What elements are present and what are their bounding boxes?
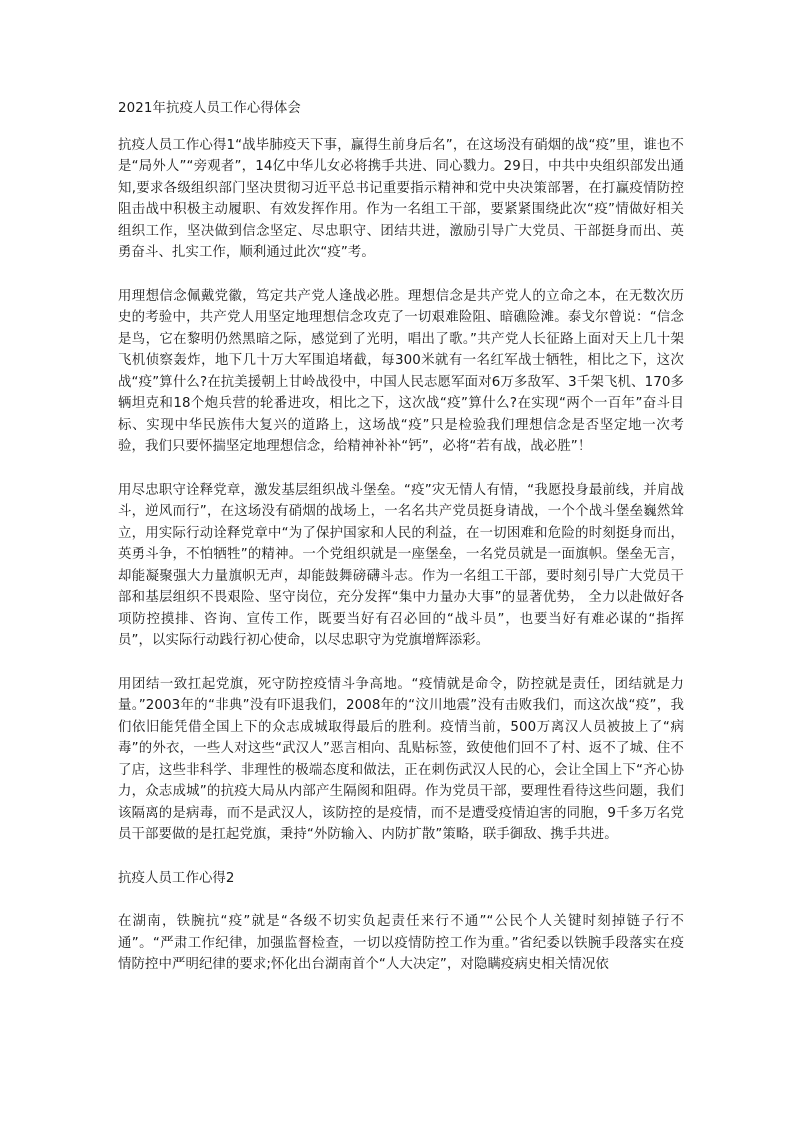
section-2-paragraph: 在湖南，铁腕抗“疫”就是“各级不切实负起责任来行不通”“公民个人关键时刻掉链子行不通”。“严肃工作纪律，加强监督检查，一切以疫情防控工作为重。”省纪委以铁腕手段落实在疫情防控中严明纪律的要求;怀化出台湖南首个“人大决定”，对隐瞒疫病史相关情况依 <box>118 914 684 972</box>
paragraph-1: 抗疫人员工作心得1“战毕肺疫天下事，赢得生前身后名”，在这场没有硝烟的战“疫”里，谁也不是“局外人”“旁观者”，14亿中华儿女必将携手共进、同心戮力。29日，中共中央组织部发出通知,要求各级组织部门坚决贯彻习近平总书记重要指示精神和党中央决策部署，在打赢疫情防控阻击战中积极主动履职、有效发挥作用。作为一名组工干部，要紧紧围绕此次“疫”情做好相关组织工作，坚决做到信念坚定、尽忠职守、团结共进，激励引导广大党员、干部挺身而出、英勇奋斗、扎实工作，顺利通过此次“疫”考。 <box>118 137 684 260</box>
paragraph-2: 用理想信念佩戴党徽，笃定共产党人逢战必胜。理想信念是共产党人的立命之本，在无数次历史的考验中，共产党人用坚定地理想信念攻克了一切艰难险阻、暗礁险滩。泰戈尔曾说：“信念是鸟，它在黎明仍然黑暗之际，感觉到了光明，唱出了歌。”共产党人长征路上面对天上几十架飞机侦察轰炸，地下几十万大军围追堵截，每300米就有一名红军战士牺牲，相比之下，这次战“疫”算什么?在抗美援朝上甘岭战役中，中国人民志愿军面对6万多敌军、3千架飞机、170多辆坦克和18个炮兵营的轮番进攻，相比之下，这次战“疫”算什么?在实现“两个一百年”奋斗目标、实现中华民族伟大复兴的道路上，这场战“疫”只是检验我们理想信念是否坚定地一次考验，我们只要怀揣坚定地理想信念，给精神补补“钙”，必将“若有战，战必胜”！ <box>118 288 684 454</box>
paragraph-3: 用尽忠职守诠释党章，激发基层组织战斗堡垒。“疫”灾无情人有情，“我愿投身最前线，并肩战斗，逆风而行”，在这场没有硝烟的战场上，一名名共产党员挺身请战，一个个战斗堡垒巍然耸立，用实际行动诠释党章中“为了保护国家和人民的利益，在一切困难和危险的时刻挺身而出，英勇斗争，不怕牺牲”的精神。一个党组织就是一座堡垒，一名党员就是一面旗帜。堡垒无言，却能凝聚强大力量旗帜无声，却能鼓舞磅礴斗志。作为一名组工干部，要时刻引导广大党员干部和基层组织不畏艰险、坚守岗位，充分发挥“集中力量办大事”的显著优势， 全力以赴做好各项防控摸排、咨询、宣传工作，既要当好有召必回的“战斗员”，也要当好有难必谋的“指挥员”，以实际行动践行初心使命，以尽忠职守为党旗增辉添彩。 <box>118 482 684 648</box>
paragraph-4: 用团结一致扛起党旗，死守防控疫情斗争高地。“疫情就是命令，防控就是责任，团结就是力量。”2003年的“非典”没有吓退我们，2008年的“汶川地震”没有击败我们，而这次战“疫”，我们依旧能凭借全国上下的众志成城取得最后的胜利。疫情当前，500万离汉人员被披上了“病毒”的外衣，一些人对这些“武汉人”恶言相向、乱贴标签，致使他们回不了村、返不了城、住不了店，这些非科学、非理性的极端态度和做法，正在刺伤武汉人民的心，会让全国上下“齐心协力，众志成城”的抗疫大局从内部产生隔阂和阻碍。作为党员干部，要理性看待这些问题，我们该隔离的是病毒，而不是武汉人，该防控的是疫情，而不是遭受疫情迫害的同胞，9千多万名党员干部要做的是扛起党旗，秉持“外防输入、内防扩散”策略，联手御敌、携手共进。 <box>118 676 684 842</box>
document-body <box>118 98 684 998</box>
section-2-heading: 抗疫人员工作心得2 <box>118 870 235 886</box>
document-title: 2021年抗疫人员工作心得体会 <box>118 101 301 116</box>
